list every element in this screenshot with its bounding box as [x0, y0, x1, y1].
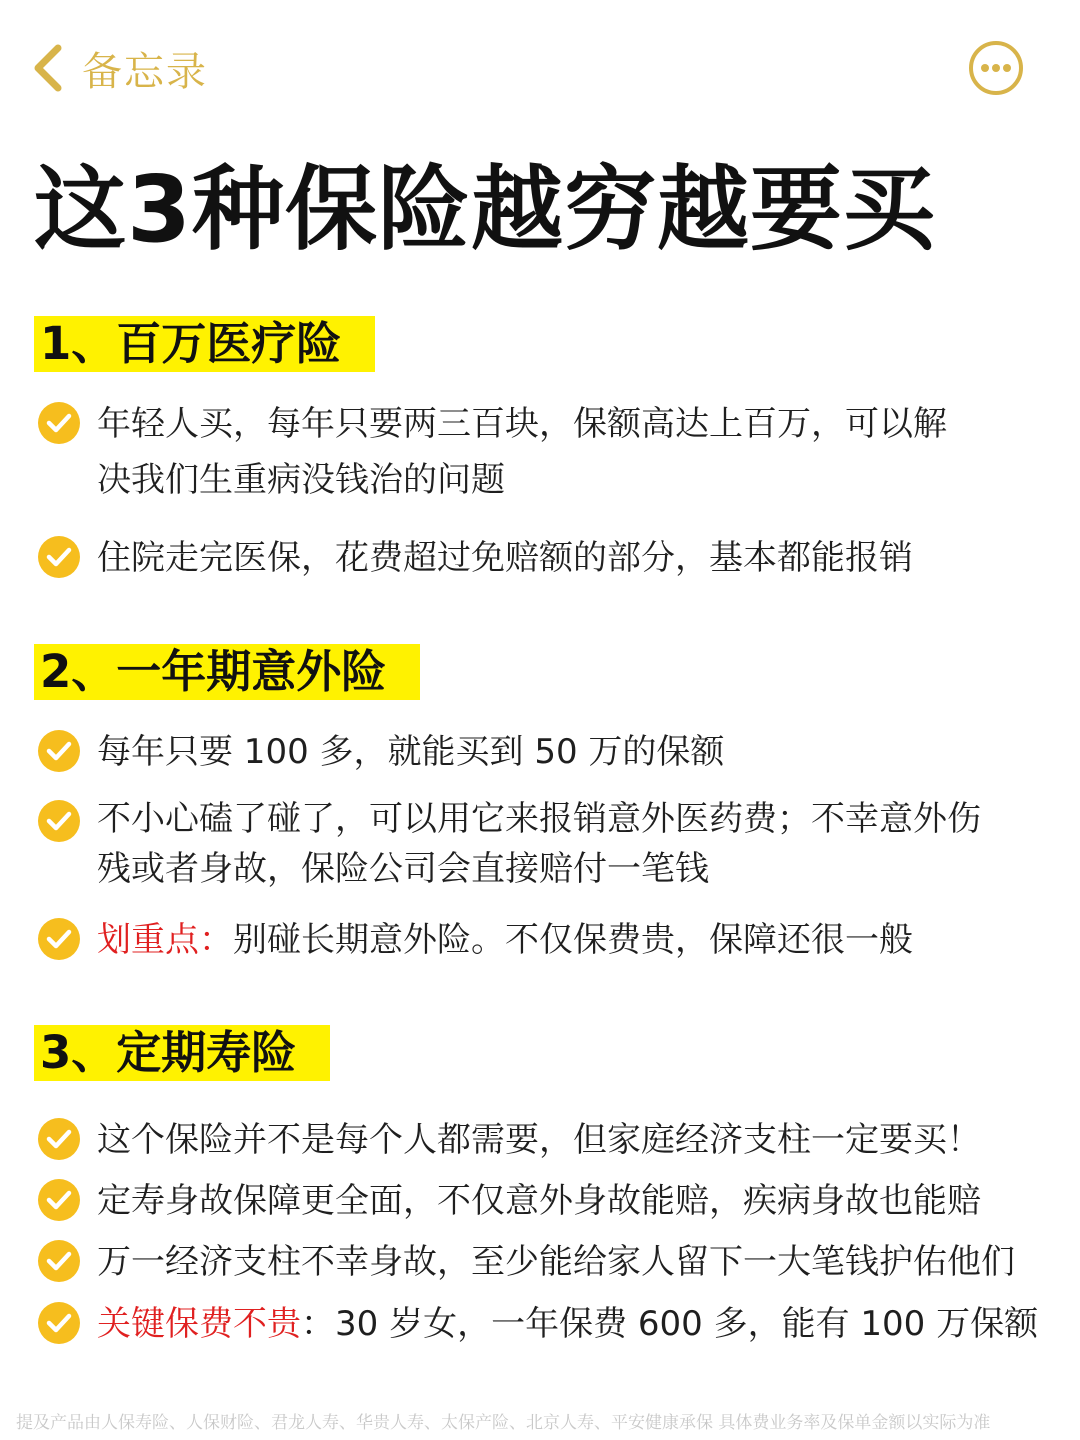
highlight-label: 关键保费不贵	[97, 1304, 301, 1344]
item-line	[97, 1296, 1038, 1352]
more-icon[interactable]	[968, 40, 1024, 96]
section-heading-accident: 2、一年期意外险	[34, 644, 420, 700]
item-line: 每年只要 100 多，就能买到 50 万的保额	[97, 732, 725, 772]
item-line: 万一经济支柱不幸身故，至少能给家人留下一大笔钱护佑他们	[97, 1242, 1015, 1282]
item-line: 不小心磕了碰了，可以用它来报销意外医药费；不幸意外伤	[97, 799, 981, 839]
disclaimer-footer: 提及产品由人保寿险、人保财险、君龙人寿、华贵人寿、太保产险、北京人寿、平安健康承保 具体费业务率及保单金额以实际为准	[16, 1413, 991, 1433]
list-item	[38, 530, 1058, 586]
item-line: 这个保险并不是每个人都需要，但家庭经济支柱一定要买！	[97, 1120, 981, 1160]
checkmark-icon	[38, 1302, 80, 1344]
section-heading-term-life: 3、定期寿险	[34, 1025, 330, 1081]
checkmark-icon	[38, 536, 80, 578]
checkmark-icon	[38, 918, 80, 960]
page-title: 这3种保险越穷越要买	[34, 156, 937, 263]
back-label[interactable]: 备忘录	[82, 48, 208, 95]
section-heading-medical: 1、百万医疗险	[34, 316, 375, 372]
item-line: 定寿身故保障更全面，不仅意外身故能赔，疾病身故也能赔	[97, 1181, 981, 1221]
list-item	[38, 1112, 1058, 1168]
list-item	[38, 794, 1058, 894]
checkmark-icon	[38, 402, 80, 444]
item-line: 决我们生重病没钱治的问题	[97, 460, 505, 500]
item-line: 年轻人买，每年只要两三百块，保额高达上百万，可以解	[97, 404, 947, 444]
list-item	[38, 396, 1058, 508]
item-text: ：30 岁女，一年保费 600 多，能有 100 万保额	[301, 1304, 1039, 1344]
list-item	[38, 912, 1058, 968]
item-text: 别碰长期意外险。不仅保费贵，保障还很一般	[233, 920, 913, 960]
item-line	[97, 912, 913, 968]
back-button[interactable]	[30, 38, 208, 98]
highlight-label: 划重点：	[97, 920, 233, 960]
list-item	[38, 1296, 1058, 1352]
top-bar	[0, 0, 1080, 130]
checkmark-icon	[38, 1118, 80, 1160]
checkmark-icon	[38, 1240, 80, 1282]
list-item	[38, 1234, 1058, 1290]
checkmark-icon	[38, 1179, 80, 1221]
item-line: 住院走完医保，花费超过免赔额的部分，基本都能报销	[97, 538, 913, 578]
list-item	[38, 724, 1058, 780]
item-line: 残或者身故，保险公司会直接赔付一笔钱	[97, 849, 709, 889]
list-item	[38, 1173, 1058, 1229]
checkmark-icon	[38, 730, 80, 772]
checkmark-icon	[38, 800, 80, 842]
chevron-left-icon[interactable]	[30, 42, 64, 94]
